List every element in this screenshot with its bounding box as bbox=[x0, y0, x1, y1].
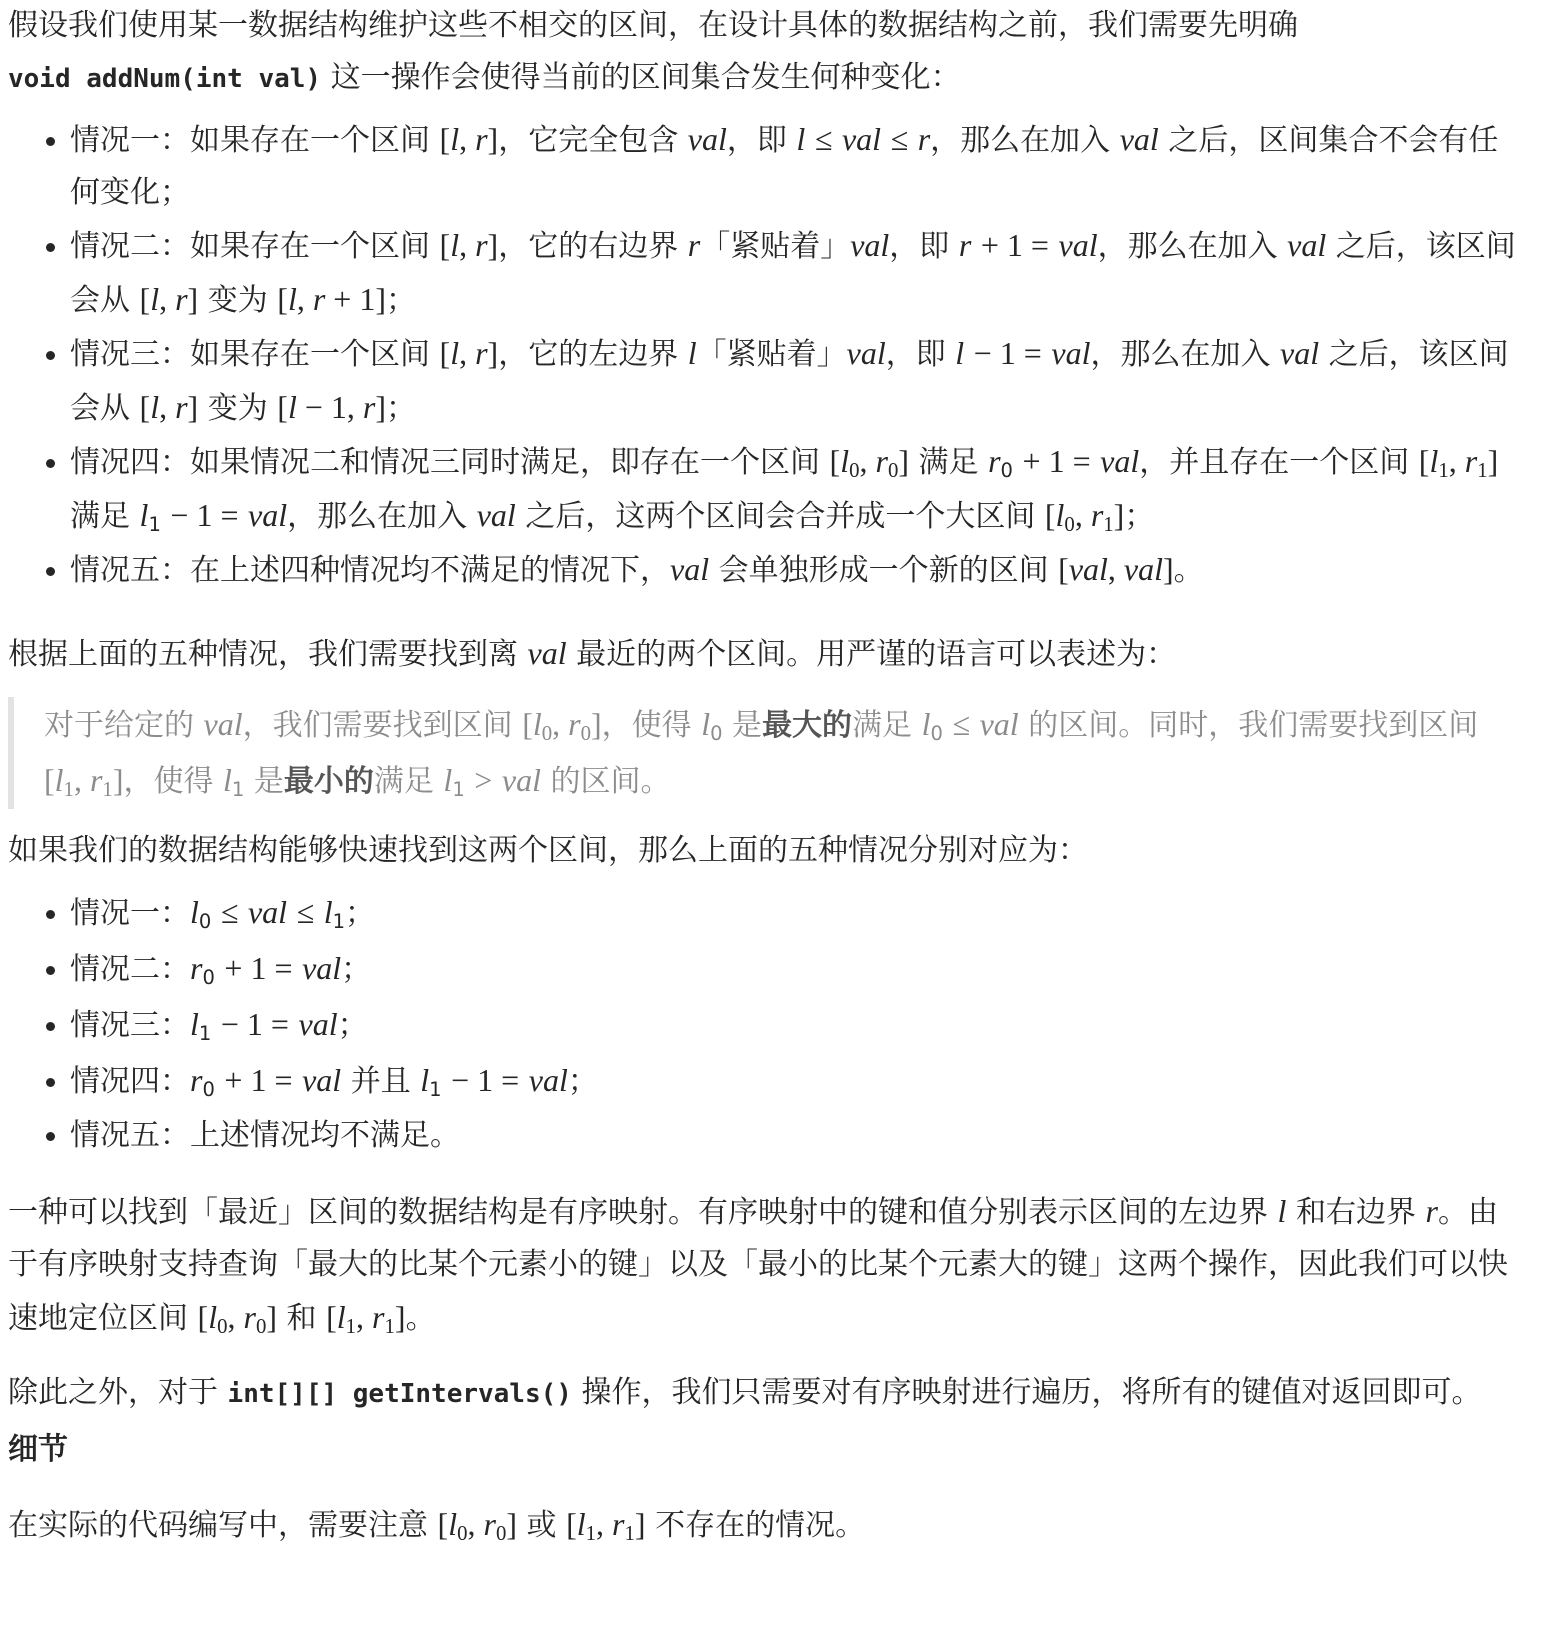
detail-paragraph: 在实际的代码编写中，需要注意 [$l_0$, $r_0$] 或 [$l_1$, $r_1$] 不存在的情况。 bbox=[8, 1506, 866, 1546]
conditions-list bbox=[8, 885, 1522, 1163]
getintervals-code: int[][] getIntervals() bbox=[227, 1379, 572, 1409]
case-item-1: • 情况一：如果存在一个区间 [l, r]，它完全包含 val，即 l ≤ val ≤ r，那么在加入 val 之后，区间集合不会有任何变化； bbox=[70, 113, 1522, 219]
condition-item-1: • 情况一：$l_0$ ≤ val ≤ $l_1$； bbox=[70, 885, 1522, 941]
intro-text-2: 这一操作会使得当前的区间集合发生何种变化： bbox=[321, 60, 961, 95]
definition-quote: 对于给定的 val，我们需要找到区间 [$l_0$, $r_0$]，使得 $l_0$ 是最大的满足 $l_0$ ≤ val 的区间。同时，我们需要找到区间 [$l_1$, $r_1$]，使得 $l_1$ 是最小的满足 $l_1$ > val 的区间。 bbox=[8, 697, 1522, 809]
intro-text: 假设我们使用某一数据结构维护这些不相交的区间，在设计具体的数据结构之前，我们需要先明确 bbox=[8, 8, 1298, 43]
addnum-code: void addNum(int val) bbox=[8, 64, 322, 94]
case-item-5: • 情况五：在上述四种情况均不满足的情况下，val 会单独形成一个新的区间 [val, val]。 bbox=[70, 543, 1522, 597]
case-item-4: • 情况四：如果情况二和情况三同时满足，即存在一个区间 [$l_0$, $r_0$] 满足 $r_0 + 1$ = val，并且存在一个区间 [$l_1$, $r_1$] 满足 $l_1 - 1$ = val，那么在加入 val 之后，这两个区间会合并成一个大区间 [$l_0$, $r_1$]； bbox=[70, 435, 1522, 543]
map-paragraph: 如果我们的数据结构能够快速找到这两个区间，那么上面的五种情况分别对应为： bbox=[8, 833, 1088, 868]
condition-item-3: • 情况三：$l_1 - 1$ = val； bbox=[70, 997, 1522, 1053]
intro-paragraph bbox=[8, 0, 1522, 105]
case-item-3: • 情况三：如果存在一个区间 [l, r]，它的左边界 l「紧贴着」val，即 l − 1 = val，那么在加入 val 之后，该区间会从 [l, r] 变为 [l − 1, r]； bbox=[70, 327, 1522, 435]
condition-item-5: • 情况五：上述情况均不满足。 bbox=[70, 1109, 1522, 1163]
cases-list bbox=[8, 113, 1522, 597]
get-text-1: 除此之外，对于 bbox=[8, 1375, 218, 1410]
find-paragraph: 根据上面的五种情况，我们需要找到离 val 最近的两个区间。用严谨的语言可以表述为： bbox=[8, 635, 1177, 672]
case-item-2: • 情况二：如果存在一个区间 [l, r]，它的右边界 r「紧贴着」val，即 r + 1 = val，那么在加入 val 之后，该区间会从 [l, r] 变为 [l, r + 1]； bbox=[70, 219, 1522, 327]
ordered-map-paragraph: 一种可以找到「最近」区间的数据结构是有序映射。有序映射中的键和值分别表示区间的左边界 l 和右边界 r。由于有序映射支持查询「最大的比某个元素小的键」以及「最小的比某个元素大的键」这两个操作，因此我们可以快速地定位区间 [$l_0$, $r_0$] 和 [$l_1$, $r_1$]。 bbox=[8, 1193, 1508, 1339]
condition-item-2: • 情况二：$r_0 + 1$ = val； bbox=[70, 941, 1522, 997]
section-heading-detail: 细节 bbox=[8, 1432, 68, 1467]
get-intervals-paragraph bbox=[8, 1367, 1522, 1420]
condition-item-4: • 情况四：$r_0 + 1$ = val 并且 $l_1 - 1$ = val； bbox=[70, 1053, 1522, 1109]
get-text-2: 操作，我们只需要对有序映射进行遍历，将所有的键值对返回即可。 bbox=[581, 1375, 1482, 1410]
